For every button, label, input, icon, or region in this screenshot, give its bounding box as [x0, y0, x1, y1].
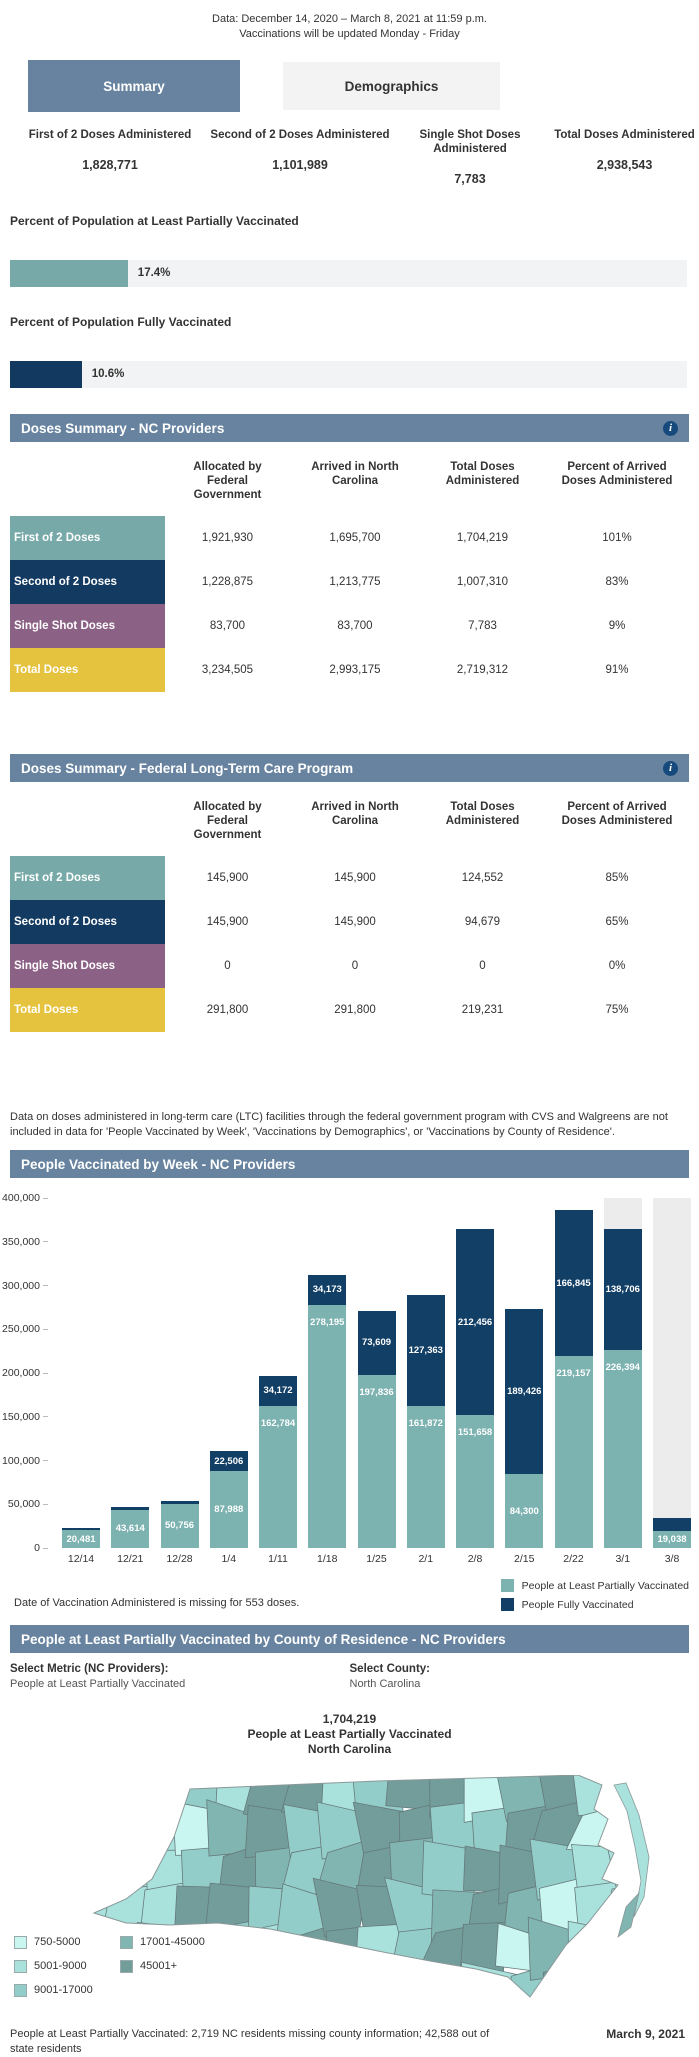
table-cell: 85% — [605, 872, 629, 884]
table-column-headers — [10, 442, 689, 516]
progress-value: 10.6% — [91, 368, 125, 380]
row-label: First of 2 Doses — [10, 516, 165, 560]
table-cell: 83% — [605, 576, 629, 588]
bar-segment-partially-vaccinated[interactable] — [555, 1356, 593, 1548]
progress-title: Percent of Population Fully Vaccinated — [10, 315, 232, 329]
map-legend — [14, 1931, 240, 2001]
column-header: Allocated by Federal Government — [193, 801, 262, 841]
county-shape[interactable] — [99, 1798, 148, 1859]
bar-segment-partially-vaccinated[interactable] — [308, 1305, 346, 1548]
chart-footer — [14, 1579, 689, 1611]
bar-segment-fully-vaccinated[interactable] — [210, 1451, 248, 1471]
column-header: Percent of Arrived Doses Administered — [561, 461, 673, 487]
stat-value: 7,783 — [454, 172, 486, 186]
bar-value-label: 278,195 — [310, 1316, 345, 1328]
bar-segment-partially-vaccinated[interactable] — [62, 1530, 100, 1548]
outer-banks-strip[interactable] — [614, 1783, 649, 1917]
progress-fill — [10, 361, 82, 388]
map-legend-item[interactable] — [120, 1955, 240, 1977]
table-cell: 0 — [224, 960, 231, 972]
table-cell: 1,007,310 — [456, 576, 509, 588]
map-legend-label: 9001-17000 — [34, 1984, 93, 1996]
select-metric-dropdown[interactable]: People at Least Partially Vaccinated — [10, 1678, 186, 1690]
tab-bar — [28, 60, 699, 112]
bar-value-label: 212,456 — [457, 1316, 493, 1328]
x-tick-label: 3/1 — [615, 1553, 631, 1565]
county-shape[interactable] — [110, 1775, 158, 1819]
progress-partially-vaccinated — [0, 214, 699, 287]
bar-week-1-25[interactable] — [358, 1198, 396, 1548]
outer-banks-strip[interactable] — [618, 1893, 639, 1937]
column-header: Total Doses Administered — [445, 461, 520, 487]
bar-segment-fully-vaccinated[interactable] — [308, 1275, 346, 1305]
bar-segment-partially-vaccinated[interactable] — [505, 1474, 543, 1548]
county-shape[interactable] — [429, 1966, 485, 2011]
stat-label: Second of 2 Doses Administered — [210, 129, 390, 141]
bar-value-label: 219,157 — [556, 1368, 591, 1380]
bar-week-1-11[interactable] — [259, 1198, 297, 1548]
x-tick-label: 2/22 — [563, 1553, 584, 1565]
stat-value: 1,101,989 — [272, 158, 328, 172]
bar-value-label: 151,658 — [457, 1427, 493, 1439]
weekly-vaccination-chart — [0, 1192, 699, 1554]
x-tick-label: 1/4 — [221, 1553, 237, 1565]
map-legend-swatch — [120, 1960, 133, 1973]
bar-segment-partially-vaccinated[interactable] — [259, 1406, 297, 1548]
chart-x-axis — [62, 1553, 691, 1565]
row-label: Second of 2 Doses — [10, 560, 165, 604]
ltc-data-note: Data on doses administered in long-term care (LTC) facilities through the federal government program with CVS and Walgreens are not included in data for 'People Vaccinated by Week', 'Vaccinations by Demographics', or 'Vaccinations by County of Residence'. — [10, 1111, 668, 1138]
table-cell: 1,228,875 — [201, 576, 254, 588]
table-cell: 2,719,312 — [456, 664, 509, 676]
select-county-dropdown[interactable]: North Carolina — [349, 1678, 421, 1690]
map-legend-label: 45001+ — [140, 1960, 178, 1972]
select-county-label: Select County: — [349, 1663, 431, 1675]
bar-week-2-8[interactable] — [456, 1198, 494, 1548]
report-date: March 9, 2021 — [606, 2027, 685, 2041]
column-header: Total Doses Administered — [445, 801, 520, 827]
table-cell: 7,783 — [468, 620, 497, 632]
bar-segment-partially-vaccinated[interactable] — [407, 1406, 445, 1548]
column-header: Arrived in North Carolina — [311, 801, 399, 827]
bar-value-label: 162,784 — [260, 1417, 296, 1429]
bar-value-label: 127,363 — [408, 1345, 443, 1357]
y-tick-label: 50,000 — [0, 1498, 48, 1510]
table-cell: 145,900 — [206, 916, 249, 928]
bar-segment-partially-vaccinated[interactable] — [111, 1510, 149, 1548]
county-shape[interactable] — [321, 1966, 368, 2011]
map-headline — [0, 1712, 699, 1757]
bar-segment-fully-vaccinated[interactable] — [653, 1518, 691, 1531]
bar-segment-fully-vaccinated[interactable] — [407, 1295, 445, 1406]
table-cell: 1,704,219 — [456, 532, 509, 544]
report-period-line1: Data: December 14, 2020 – March 8, 2021 at 11:59 p.m. — [212, 13, 487, 25]
bar-value-label: 84,300 — [509, 1505, 539, 1517]
legend-label: People at Least Partially Vaccinated — [521, 1579, 689, 1592]
map-legend-item[interactable] — [14, 1931, 114, 1953]
section-title: Doses Summary - Federal Long-Term Care Program — [21, 760, 354, 776]
table-cell: 0% — [608, 960, 626, 972]
table-cell: 83,700 — [337, 620, 373, 632]
table-row — [10, 648, 689, 692]
select-metric-label: Select Metric (NC Providers): — [10, 1663, 169, 1675]
bar-week-3-8[interactable] — [653, 1198, 691, 1548]
section-header-weekly-chart — [10, 1150, 689, 1178]
chart-plot-area — [62, 1198, 691, 1548]
county-shape[interactable] — [607, 1844, 661, 1902]
progress-fill — [10, 260, 128, 287]
county-shape[interactable] — [646, 1847, 668, 1901]
bar-segment-partially-vaccinated[interactable] — [358, 1375, 396, 1548]
row-label: First of 2 Doses — [10, 856, 165, 900]
table-cell: 75% — [605, 1004, 629, 1016]
y-tick-label: 0 — [0, 1542, 48, 1554]
table-corner-cell — [10, 442, 165, 516]
x-tick-label: 1/11 — [268, 1553, 288, 1565]
map-headline-value: 1,704,219 — [322, 1712, 377, 1726]
legend-item[interactable] — [501, 1598, 689, 1611]
bar-week-1-18[interactable] — [308, 1198, 346, 1548]
table-column-headers — [10, 782, 689, 856]
table-cell: 3,234,505 — [201, 664, 254, 676]
county-shape[interactable] — [638, 1919, 668, 1982]
select-county-block — [350, 1663, 690, 1690]
x-tick-label: 2/1 — [418, 1553, 434, 1565]
stat-label: Single Shot Doses Administered — [419, 129, 521, 155]
y-tick-label: 250,000 — [0, 1323, 48, 1335]
table-cell: 1,213,775 — [329, 576, 381, 588]
table-cell: 9% — [608, 620, 626, 632]
map-legend-item[interactable] — [120, 1931, 240, 1953]
table-cell: 1,695,700 — [329, 532, 381, 544]
y-tick-label: 100,000 — [0, 1455, 48, 1467]
column-header: Arrived in North Carolina — [311, 461, 399, 487]
bar-value-label: 20,481 — [66, 1533, 96, 1545]
bar-week-1-4[interactable] — [210, 1198, 248, 1548]
row-label: Total Doses — [10, 648, 165, 692]
info-icon[interactable]: i — [663, 421, 678, 436]
stat-2 — [390, 128, 550, 186]
bar-week-12-21[interactable] — [111, 1198, 149, 1548]
bar-week-3-1[interactable] — [604, 1198, 642, 1548]
nc-county-map — [0, 1775, 699, 2013]
county-shape[interactable] — [649, 1775, 668, 1820]
table-cell: 65% — [605, 916, 629, 928]
bar-segment-fully-vaccinated[interactable] — [604, 1229, 642, 1350]
bar-segment-partially-vaccinated[interactable] — [456, 1415, 494, 1548]
stat-0 — [10, 128, 210, 186]
row-label: Single Shot Doses — [10, 944, 165, 988]
bar-value-label: 189,426 — [507, 1385, 542, 1397]
bar-value-label: 19,038 — [657, 1534, 687, 1546]
county-shape[interactable] — [78, 1797, 113, 1857]
bar-segment-partially-vaccinated[interactable] — [604, 1350, 642, 1548]
bar-value-label: 50,756 — [164, 1520, 195, 1532]
county-shape[interactable] — [577, 1962, 627, 2011]
section-title: People Vaccinated by Week - NC Providers — [21, 1156, 296, 1172]
county-shape[interactable] — [645, 1960, 668, 2011]
table-cell: 94,679 — [464, 916, 501, 928]
table-cell: 124,552 — [461, 872, 504, 884]
table-cell: 291,800 — [206, 1004, 249, 1016]
table-cell: 1,921,930 — [201, 532, 254, 544]
table-cell: 145,900 — [334, 872, 376, 884]
table-cell: 145,900 — [206, 872, 249, 884]
bar-value-label: 34,173 — [312, 1284, 342, 1296]
y-tick-label: 350,000 — [0, 1236, 48, 1248]
progress-track — [10, 361, 687, 388]
x-tick-label: 1/18 — [317, 1553, 338, 1565]
progress-track — [10, 260, 687, 287]
map-legend-swatch — [120, 1936, 133, 1949]
table-cell: 219,231 — [461, 1004, 504, 1016]
table-cell: 83,700 — [209, 620, 246, 632]
x-tick-label: 3/8 — [664, 1553, 680, 1565]
county-shape[interactable] — [568, 1921, 613, 1984]
map-legend-item[interactable] — [14, 1979, 114, 2001]
table-corner-cell — [10, 782, 165, 856]
bar-value-label: 161,872 — [408, 1418, 443, 1430]
table-row — [10, 988, 689, 1032]
section-header-doses-nc — [10, 414, 689, 442]
y-tick-label: 200,000 — [0, 1367, 48, 1379]
bar-segment-fully-vaccinated[interactable] — [358, 1311, 396, 1375]
table-cell: 291,800 — [334, 1004, 376, 1016]
table-cell: 145,900 — [334, 916, 376, 928]
table-row — [10, 944, 689, 988]
county-shape[interactable] — [461, 1962, 521, 2011]
bar-value-label: 34,172 — [263, 1385, 293, 1397]
y-tick-label: 400,000 — [0, 1192, 48, 1204]
column-header: Allocated by Federal Government — [193, 461, 262, 501]
county-shape[interactable] — [78, 1837, 120, 1895]
section-header-doses-ltc — [10, 754, 689, 782]
bar-segment-fully-vaccinated[interactable] — [456, 1229, 494, 1415]
table-row — [10, 856, 689, 900]
map-controls — [10, 1663, 689, 1690]
x-tick-label: 1/25 — [366, 1553, 387, 1565]
legend-label: People Fully Vaccinated — [521, 1598, 634, 1611]
map-legend-item[interactable] — [14, 1955, 114, 1977]
table-cell: 0 — [351, 960, 359, 972]
table-row — [10, 900, 689, 944]
bar-week-2-1[interactable] — [407, 1198, 445, 1548]
map-legend-swatch — [14, 1960, 27, 1973]
map-headline-metric: People at Least Partially Vaccinated — [247, 1727, 452, 1741]
map-headline-region: North Carolina — [307, 1742, 392, 1756]
doses-table-nc-providers — [10, 442, 689, 692]
bar-segment-fully-vaccinated[interactable] — [505, 1309, 543, 1475]
bar-week-12-14[interactable] — [62, 1198, 100, 1548]
stat-label: First of 2 Doses Administered — [28, 129, 192, 141]
tab-summary[interactable]: Summary — [28, 60, 240, 112]
county-shape[interactable] — [543, 1966, 591, 2011]
bar-segment-partially-vaccinated[interactable] — [210, 1471, 248, 1548]
legend-item[interactable] — [501, 1579, 689, 1592]
table-row — [10, 560, 689, 604]
county-shape[interactable] — [610, 1965, 661, 2011]
tab-demographics[interactable]: Demographics — [283, 62, 500, 110]
table-cell: 101% — [602, 532, 632, 544]
row-label: Total Doses — [10, 988, 165, 1032]
x-tick-label: 2/8 — [467, 1553, 483, 1565]
county-shape[interactable] — [242, 1959, 295, 2011]
county-shape[interactable] — [283, 1964, 332, 2011]
info-icon[interactable]: i — [663, 761, 678, 776]
bar-value-label: 166,845 — [556, 1277, 591, 1289]
bar-week-2-15[interactable] — [505, 1198, 543, 1548]
select-metric-block — [10, 1663, 350, 1690]
bar-value-label: 22,506 — [214, 1455, 244, 1467]
table-row — [10, 516, 689, 560]
chart-legend — [501, 1579, 689, 1611]
county-shape[interactable] — [394, 1967, 439, 2011]
bar-value-label: 87,988 — [214, 1504, 244, 1515]
table-row — [10, 604, 689, 648]
map-legend-label: 17001-45000 — [140, 1936, 205, 1948]
bar-value-label: 226,394 — [605, 1361, 640, 1373]
legend-swatch — [501, 1598, 514, 1611]
county-shape[interactable] — [353, 1964, 403, 2011]
map-legend-label: 5001-9000 — [34, 1960, 87, 1972]
county-shape[interactable] — [575, 1881, 625, 1938]
section-title: Doses Summary - NC Providers — [21, 420, 225, 436]
report-period-line2: Vaccinations will be updated Monday - Friday — [239, 28, 460, 40]
column-header: Percent of Arrived Doses Administered — [561, 801, 673, 827]
stat-value: 1,828,771 — [82, 158, 138, 172]
table-cell: 91% — [605, 664, 629, 676]
bar-segment-fully-vaccinated[interactable] — [259, 1376, 297, 1406]
bar-value-label: 138,706 — [605, 1283, 640, 1295]
x-tick-label: 12/28 — [166, 1553, 193, 1565]
x-tick-label: 12/21 — [117, 1553, 144, 1565]
progress-fully-vaccinated — [0, 315, 699, 388]
stat-1 — [210, 128, 390, 186]
stat-value: 2,938,543 — [596, 158, 653, 172]
bar-segment-partially-vaccinated[interactable] — [653, 1531, 691, 1548]
row-label: Single Shot Doses — [10, 604, 165, 648]
stat-3 — [550, 128, 699, 186]
map-legend-label: 750-5000 — [34, 1936, 81, 1948]
page-footer — [10, 2027, 685, 2057]
bar-segment-partially-vaccinated[interactable] — [161, 1504, 199, 1548]
row-label: Second of 2 Doses — [10, 900, 165, 944]
section-title: People at Least Partially Vaccinated by County of Residence - NC Providers — [21, 1631, 506, 1647]
bar-week-2-22[interactable] — [555, 1198, 593, 1548]
missing-county-note: People at Least Partially Vaccinated: 2,719 NC residents missing county information; 42,588 out of state residents — [10, 2028, 490, 2055]
progress-title: Percent of Population at Least Partially Vaccinated — [10, 214, 299, 228]
x-tick-label: 12/14 — [67, 1553, 95, 1565]
progress-value: 17.4% — [137, 267, 171, 279]
y-tick-label: 150,000 — [0, 1411, 48, 1423]
section-header-county-map — [10, 1625, 689, 1653]
bar-value-label: 43,614 — [115, 1523, 145, 1535]
bar-value-label: 73,609 — [361, 1337, 392, 1349]
chart-missing-doses-note: Date of Vaccination Administered is missing for 553 doses. — [14, 1597, 300, 1609]
x-tick-label: 2/15 — [514, 1553, 535, 1565]
table-cell: 0 — [479, 960, 486, 972]
bar-value-label: 197,836 — [359, 1386, 394, 1398]
report-period — [0, 12, 699, 42]
y-tick-label: 300,000 — [0, 1280, 48, 1292]
bar-week-12-28[interactable] — [161, 1198, 199, 1548]
doses-table-federal-ltc — [10, 782, 689, 1032]
table-cell: 2,993,175 — [329, 664, 381, 676]
headline-stats — [10, 128, 699, 186]
bar-segment-fully-vaccinated[interactable] — [555, 1210, 593, 1356]
stat-label: Total Doses Administered — [554, 129, 695, 141]
map-legend-swatch — [14, 1984, 27, 1997]
county-shape[interactable] — [78, 1775, 125, 1818]
legend-swatch — [501, 1579, 514, 1592]
map-legend-swatch — [14, 1936, 27, 1949]
